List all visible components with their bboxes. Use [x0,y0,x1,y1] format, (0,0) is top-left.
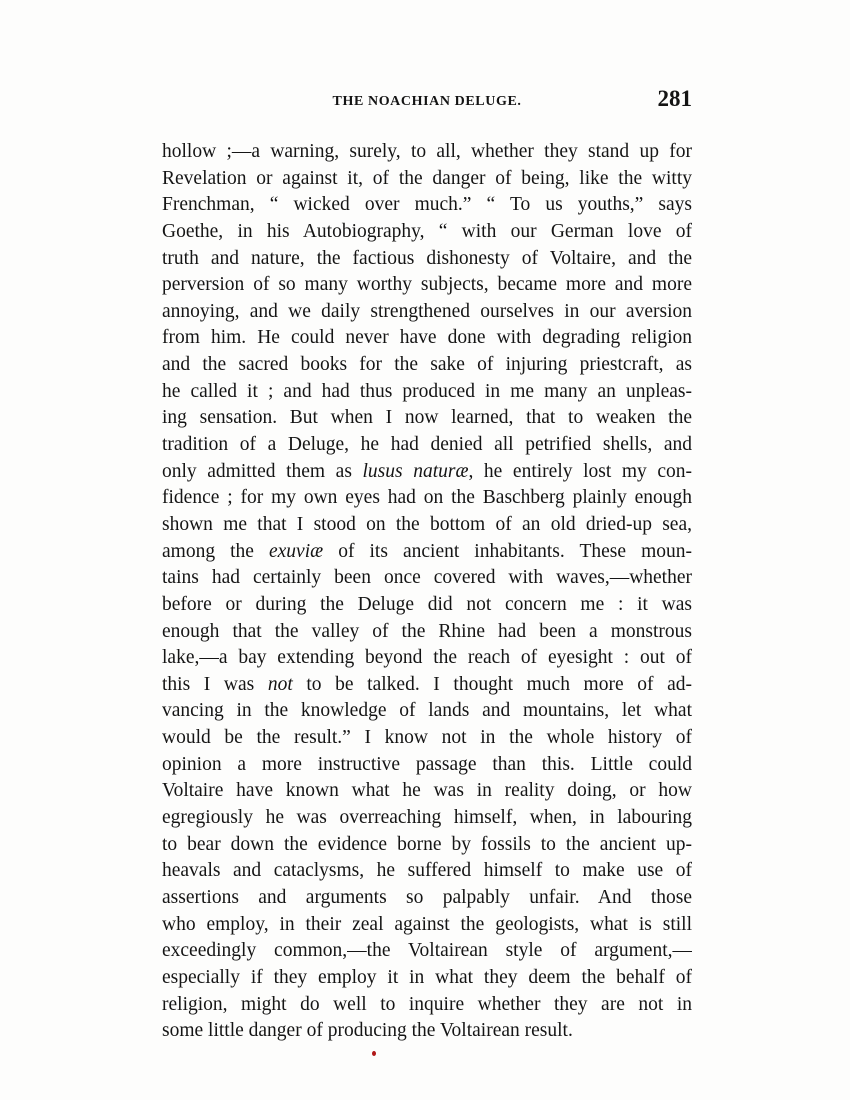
text-line [162,1018,692,1045]
text-line [162,325,692,352]
text-line [162,672,692,699]
text-line [162,698,692,725]
text-line-segment: would be the result.” I know not in the whole history of [162,727,692,749]
text-line-segment: truth and nature, the factious dishonesty of Voltaire, and the [162,247,692,269]
ink-speck [372,1051,376,1056]
text-line [162,379,692,406]
text-line [162,645,692,672]
text-line-segment: to be talked. I thought much more of ad- [292,673,692,695]
text-line-segment: Goethe, in his Autobiography, “ with our German love of [162,220,692,242]
text-line [162,938,692,965]
text-line-segment: especially if they employ it in what they deem the behalf of [162,966,692,988]
text-line [162,539,692,566]
text-line-segment: and the sacred books for the sake of injuring priestcraft, as [162,354,692,376]
text-line-segment: some little danger of producing the Voltairean result. [162,1020,573,1042]
text-line-segment: egregiously he was overreaching himself, when, in labouring [162,807,692,829]
text-line-segment: fidence ; for my own eyes had on the Baschberg plainly enough [162,487,692,509]
running-title: THE NOACHIAN DELUGE. [332,94,522,109]
text-line-segment: tradition of a Deluge, he had denied all petrified shells, and [162,434,692,456]
text-line [162,246,692,273]
text-line [162,619,692,646]
text-line-segment: to bear down the evidence borne by fossils to the ancient up- [162,833,692,855]
text-line-segment: who employ, in their zeal against the geologists, what is still [162,913,692,935]
text-line-segment: tains had certainly been once covered with waves,—whether [162,567,692,589]
text-line [162,992,692,1019]
text-line [162,592,692,619]
text-line [162,139,692,166]
text-line [162,858,692,885]
text-line [162,805,692,832]
text-line [162,912,692,939]
text-line-segment: lake,—a bay extending beyond the reach of eyesight : out of [162,647,692,669]
text-line [162,459,692,486]
text-line [162,832,692,859]
text-line-segment: annoying, and we daily strengthened ourselves in our aversion [162,300,692,322]
text-line-segment: exceedingly common,—the Voltairean style of argument,— [162,940,692,962]
text-line-segment: only admitted them as [162,460,363,482]
text-line-segment: among the [162,540,269,562]
text-line [162,166,692,193]
text-line [162,965,692,992]
text-line-segment: before or during the Deluge did not concern me : it was [162,593,692,615]
text-line [162,299,692,326]
text-line-segment: , he entirely lost my con- [468,460,692,482]
text-line-segment: Revelation or against it, of the danger of being, like the witty [162,167,692,189]
text-line-segment: heavals and cataclysms, he suffered himself to make use of [162,860,692,882]
text-line-segment: opinion a more instructive passage than this. Little could [162,753,692,775]
text-line [162,352,692,379]
text-line-segment: enough that the valley of the Rhine had been a monstrous [162,620,692,642]
text-line [162,885,692,912]
text-line-segment: from him. He could never have done with degrading religion [162,327,692,349]
text-line-segment: Frenchman, “ wicked over much.” “ To us youths,” says [162,194,692,216]
italic-phrase: exuviæ [269,540,324,562]
text-line [162,485,692,512]
body-text [162,139,692,1045]
text-line [162,778,692,805]
text-line [162,752,692,779]
text-line-segment: perversion of so many worthy subjects, became more and more [162,274,692,296]
text-line-segment: ing sensation. But when I now learned, that to weaken the [162,407,692,429]
text-line [162,192,692,219]
italic-phrase: lusus naturæ [362,460,469,482]
text-line [162,405,692,432]
text-line-segment: shown me that I stood on the bottom of an old dried-up sea, [162,513,692,535]
running-head [162,86,692,122]
italic-phrase: not [267,673,293,695]
text-line-segment: religion, might do well to inquire whether they are not in [162,993,692,1015]
text-line-segment: vancing in the knowledge of lands and mountains, let what [162,700,692,722]
text-line-segment: of its ancient inhabitants. These moun- [323,540,692,562]
text-line [162,432,692,459]
text-line-segment: assertions and arguments so palpably unfair. And those [162,886,692,908]
text-line-segment: Voltaire have known what he was in reality doing, or how [162,780,692,802]
text-line-segment: hollow ;—a warning, surely, to all, whether they stand up for [162,141,692,162]
text-line-segment: this I was [162,673,268,695]
text-line [162,565,692,592]
text-line [162,272,692,299]
page-number: 281 [657,86,692,111]
text-line-segment: he called it ; and had thus produced in me many an unpleas- [162,380,692,402]
text-line [162,512,692,539]
text-line [162,219,692,246]
text-line [162,725,692,752]
